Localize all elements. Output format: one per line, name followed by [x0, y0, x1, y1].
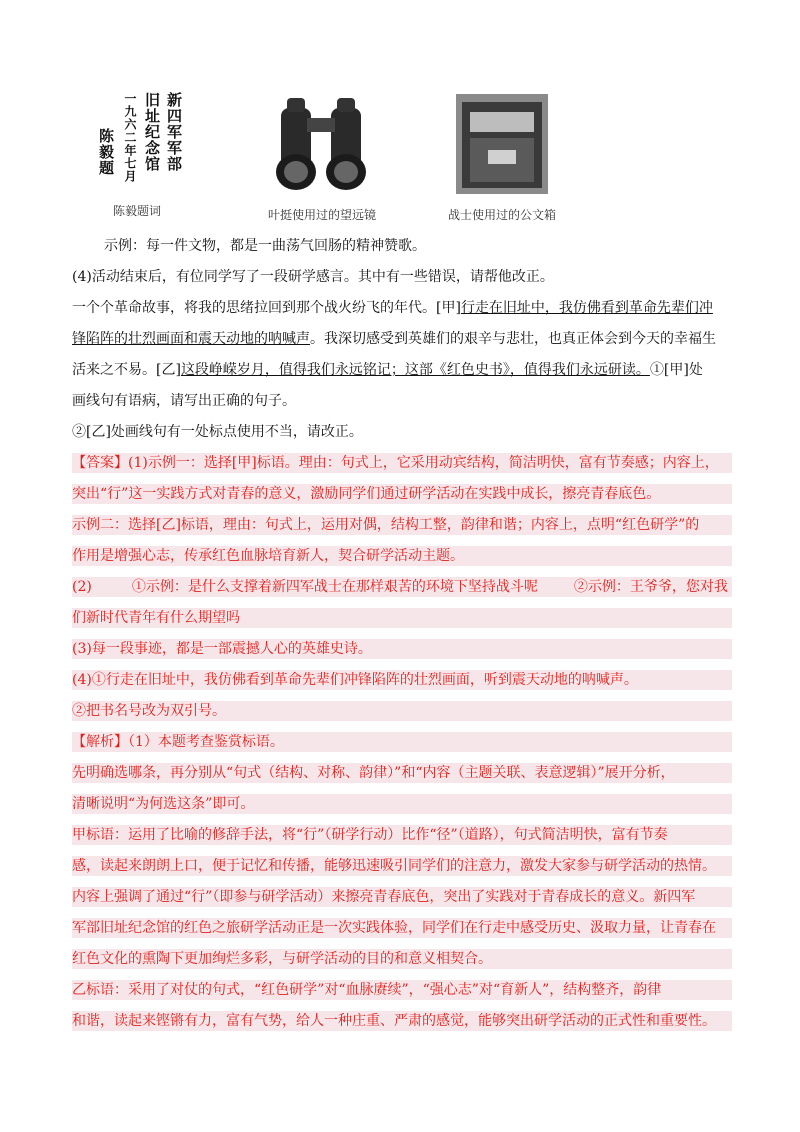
- figure-row: [72, 88, 732, 223]
- passage-line-1: [72, 298, 732, 318]
- document-case-figure: [437, 88, 567, 223]
- answer-line-2: 突出“行”这一实践方式对青春的意义，激励同学们通过研学活动在实践中成长，擦亮青春底色。: [72, 484, 732, 504]
- analysis-line-6: 内容上强调了通过“行”（即参与研学活动）来擦亮青春底色，突出了实践对于青春成长的意义。新四军: [72, 887, 732, 907]
- answer-line-1: 【答案】(1)示例一：选择[甲]标语。理由：句式上，它采用动宾结构，简洁明快，富有节奏感；内容上，: [72, 453, 732, 473]
- answer-number: (2): [72, 579, 92, 595]
- figure-caption-1: 陈毅题词: [112, 204, 161, 218]
- analysis-line-9: 乙标语：采用了对仗的句式，“红色研学”对“血脉赓续”，“强心志”对“育新人”，结构整齐，韵律: [72, 980, 732, 1000]
- passage-text: ①[甲]处: [649, 362, 703, 378]
- figure-caption-3: 战士使用过的公文箱: [447, 208, 556, 222]
- answer-example-2: ②示例：王爷爷，您对我: [573, 579, 728, 595]
- passage-text: 。我深切感受到英雄们的艰辛与悲壮，也真正体会到今天的幸福生: [310, 331, 716, 347]
- answer-line-5: [72, 577, 732, 597]
- binoculars-image: [267, 88, 377, 198]
- answer-line-8: (4)①行走在旧址中，我仿佛看到革命先辈们冲锋陷阵的壮烈画面，听到震天动地的呐喊声。: [72, 670, 732, 690]
- calligraphy-col-3: 一九六二年七月: [123, 92, 137, 183]
- passage-text: 活来之不易。[乙]: [72, 362, 181, 378]
- analysis-line-10: 和谐，读起来铿锵有力，富有气势，给人一种庄重、严肃的感觉，能够突出研学活动的正式性和重要性。: [72, 1011, 732, 1031]
- calligraphy-col-2: 旧址纪念馆: [143, 92, 161, 172]
- analysis-line-5: 感，读起来朗朗上口，便于记忆和传播，能够迅速吸引同学们的注意力，激发大家参与研学活动的热情。: [72, 856, 732, 876]
- analysis-line-8: 红色文化的熏陶下更加绚烂多彩，与研学活动的目的和意义相契合。: [72, 949, 732, 969]
- analysis-line-3: 清晰说明“为何选这条”即可。: [72, 794, 732, 814]
- analysis-line-2: 先明确选哪条，再分别从“句式（结构、对称、韵律）”和“内容（主题关联、表意逻辑）”展开分析，: [72, 763, 732, 783]
- figure-caption-2: 叶挺使用过的望远镜: [267, 208, 376, 222]
- answer-line-3: 示例二：选择[乙]标语，理由：句式上，运用对偶，结构工整，韵律和谐；内容上，点明“红色研学”的: [72, 515, 732, 535]
- calligraphy-col-4: 陈毅题: [97, 128, 115, 176]
- passage-text: 一个个革命故事，将我的思绪拉回到那个战火纷飞的年代。[甲]: [72, 300, 461, 316]
- passage-line-3: [72, 360, 732, 380]
- calligraphy-image: [87, 88, 187, 198]
- analysis-line-1: 【解析】（1）本题考查鉴赏标语。: [72, 732, 732, 752]
- example-line: 示例：每一件文物，都是一曲荡气回肠的精神赞歌。: [104, 238, 426, 254]
- subquestion-1: 画线句有语病，请写出正确的句子。: [72, 393, 296, 409]
- answer-line-6: 们新时代青年有什么期望吗: [72, 608, 732, 628]
- analysis-line-7: 军部旧址纪念馆的红色之旅研学活动正是一次实践体验，同学们在行走中感受历史、汲取力量，让青春在: [72, 918, 732, 938]
- underlined-sentence-yi: 这段峥嵘岁月，值得我们永远铭记；这部《红色史书》，值得我们永远研读。: [180, 362, 650, 378]
- answer-line-4: 作用是增强心志，传承红色血脉培育新人，契合研学活动主题。: [72, 546, 732, 566]
- answer-example-1: ①示例：是什么支撑着新四军战士在那样艰苦的环境下坚持战斗呢: [131, 579, 538, 595]
- answer-line-9: ②把书名号改为双引号。: [72, 701, 732, 721]
- underlined-sentence-jia-cont: 锋陷阵的壮烈画面和震天动地的呐喊声: [72, 331, 310, 347]
- calligraphy-figure: [82, 88, 192, 219]
- calligraphy-col-1: 新四军军部: [165, 92, 183, 172]
- answer-line-7: (3)每一段事迹，都是一部震撼人心的英雄史诗。: [72, 639, 732, 659]
- subquestion-2: ②[乙]处画线句有一处标点使用不当，请改正。: [72, 424, 363, 440]
- passage-line-2: [72, 329, 732, 349]
- analysis-line-4: 甲标语：运用了比喻的修辞手法，将“行”（研学行动）比作“径”（道路），句式简洁明快，富有节奏: [72, 825, 732, 845]
- underlined-sentence-jia: 行走在旧址中，我仿佛看到革命先辈们冲: [460, 300, 713, 316]
- document-case-image: [452, 88, 552, 198]
- binoculars-figure: [257, 88, 387, 223]
- question-4: (4)活动结束后，有位同学写了一段研学感言。其中有一些错误，请帮他改正。: [72, 269, 554, 285]
